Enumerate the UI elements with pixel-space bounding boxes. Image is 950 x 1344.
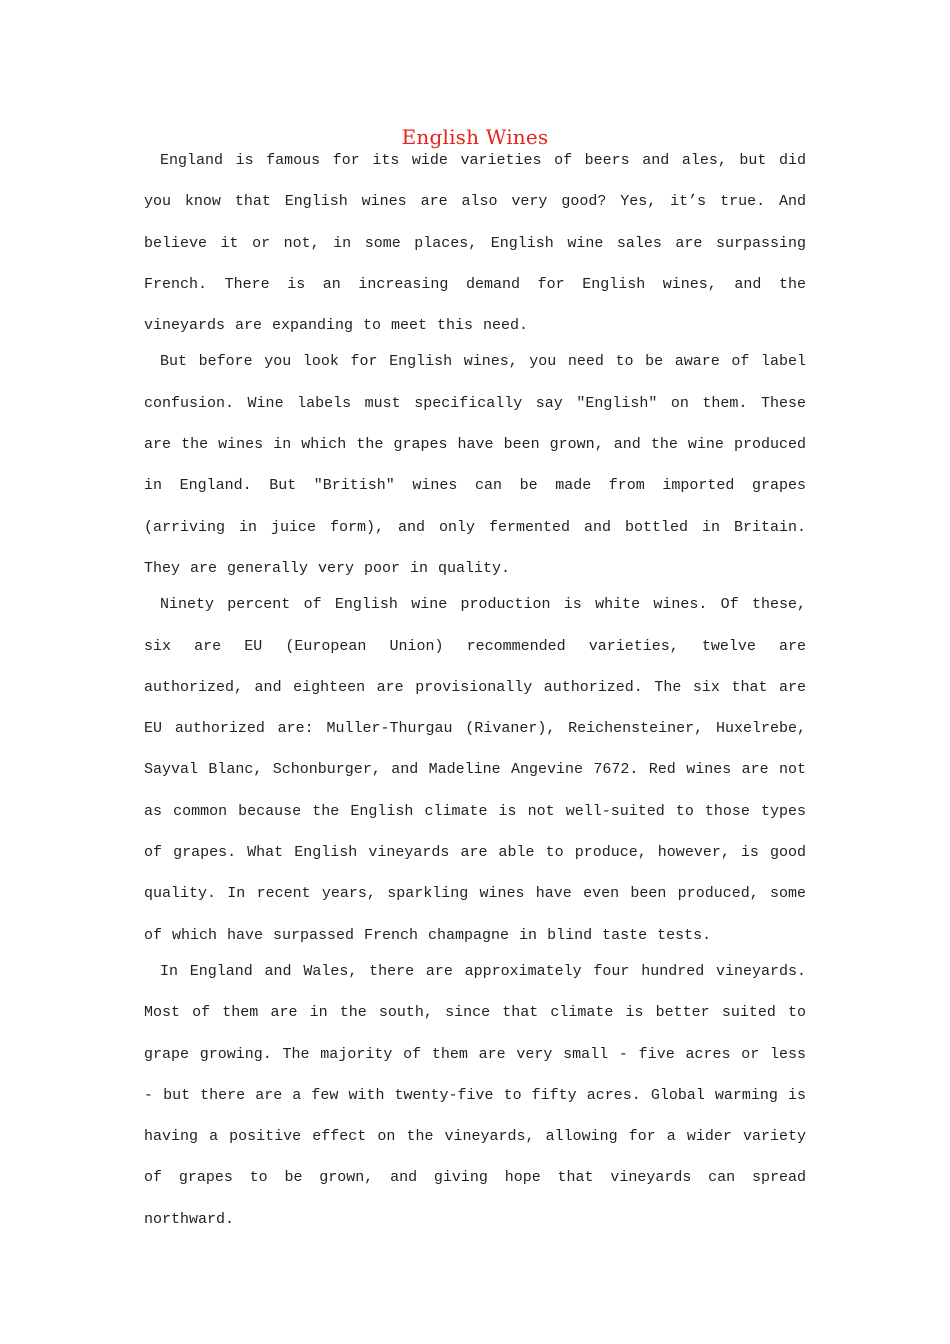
paragraph-3: Ninety percent of English wine production is white wines. Of these, six are EU (European Union) recommended varieties, twelve are authorized, and eighteen are provisionally authorized. The six that are EU authorized are: Muller-Thurgau (Rivaner), Reichensteiner, Huxelrebe, Sayval Blanc, Schonburger, and Madeline Angevine 7672. Red wines are not as common because the English climate is not well-suited to those types of grapes. What English vineyards are able to produce, however, is good quality. In recent years, sparkling wines have even been produced, some of which have surpassed French champagne in blind taste tests. xyxy=(144,596,806,944)
paragraph-2: But before you look for English wines, you need to be aware of label confusion. Wine labels must specifically say "English" on them. These are the wines in which the grapes have been grown, and the wine produced in England. But "British" wines can be made from imported grapes (arriving in juice form), and only fermented and bottled in Britain. They are generally very poor in quality. xyxy=(144,353,806,577)
paragraph-4: In England and Wales, there are approximately four hundred vineyards. Most of them are in the south, since that climate is better suited to grape growing. The majority of them are very small - five acres or less - but there are a few with twenty-five to fifty acres. Global warming is having a positive effect on the vineyards, allowing for a wider variety of grapes to be grown, and giving hope that vineyards can spread northward. xyxy=(144,962,806,1228)
document-page xyxy=(144,120,806,1235)
paragraph-1: England is famous for its wide varieties of beers and ales, but did you know that English wines are also very good? Yes, it’s true. And believe it or not, in some places, English wine sales are surpassing French. There is an increasing demand for English wines, and the vineyards are expanding to meet this need. xyxy=(144,152,806,335)
document-title: English Wines xyxy=(401,125,549,149)
